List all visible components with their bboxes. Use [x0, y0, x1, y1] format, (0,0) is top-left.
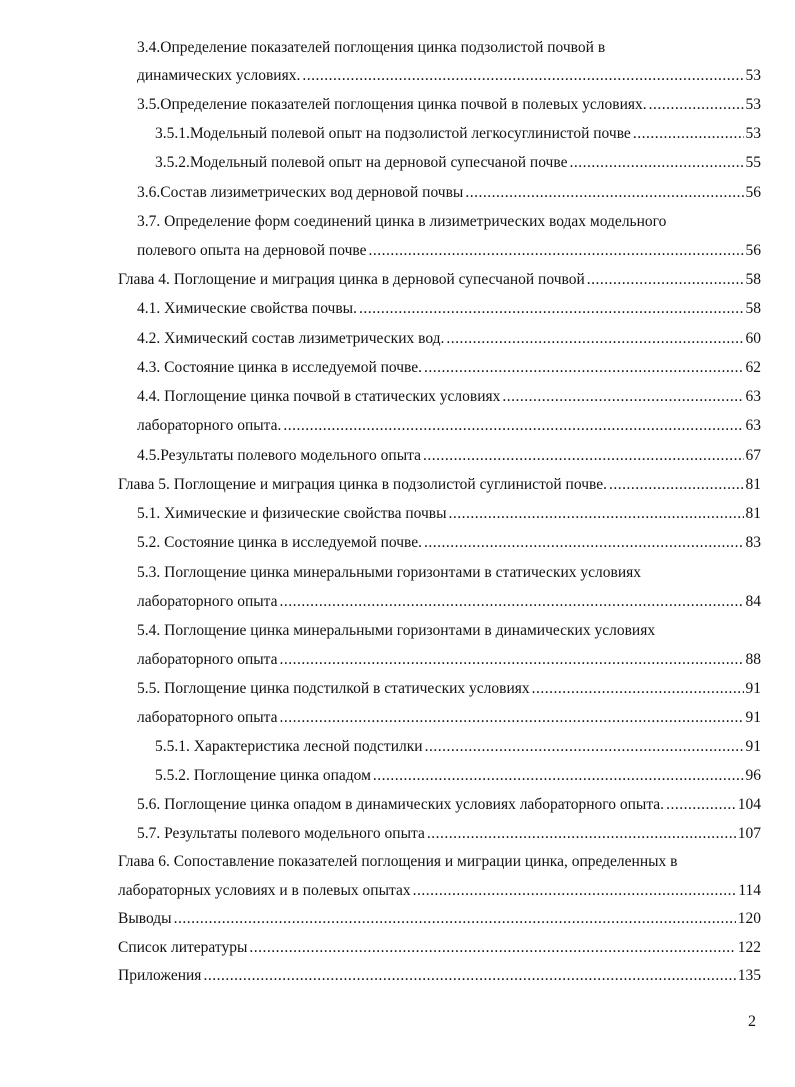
toc-label: 4.2. Химический состав лизиметрических вод. — [137, 330, 445, 347]
toc-line: 5.4. Поглощение цинка минеральными горизонтами в динамических условиях — [137, 622, 656, 639]
toc-entry — [137, 240, 761, 262]
dot-leader — [249, 937, 735, 959]
dot-leader — [280, 649, 744, 671]
toc-page: 122 — [737, 939, 761, 956]
toc-label: лабораторного опыта — [137, 709, 278, 726]
toc-page: 120 — [737, 910, 761, 927]
toc-line: Глава 6. Сопоставление показателей поглощения и миграции цинка, определенных в — [118, 853, 678, 870]
toc-page: 88 — [745, 651, 761, 668]
toc-entry — [137, 94, 761, 116]
toc-label: динамических условиях. — [137, 67, 301, 84]
toc-page: 84 — [745, 593, 761, 610]
dot-leader — [368, 240, 743, 262]
toc-page: 81 — [745, 476, 761, 493]
toc-page: 81 — [745, 505, 761, 522]
toc-label: 5.5. Поглощение цинка подстилкой в статических условиях — [137, 680, 530, 697]
toc-entry — [137, 678, 761, 700]
dot-leader — [502, 386, 743, 408]
toc-entry — [137, 823, 761, 845]
dot-leader — [280, 591, 744, 613]
toc-page: 91 — [745, 680, 761, 697]
dot-leader — [424, 357, 743, 379]
toc-label: Выводы — [118, 910, 172, 927]
toc-label: лабораторных условиях и в полевых опытах — [118, 882, 411, 899]
dot-leader — [569, 152, 743, 174]
toc-label: 5.5.1. Характеристика лесной подстилки — [155, 738, 423, 755]
dot-leader — [666, 794, 736, 816]
toc-label: полевого опыта на дерновой почве — [137, 242, 367, 259]
dot-leader — [302, 65, 743, 87]
dot-leader — [532, 678, 744, 700]
toc-page: 56 — [745, 242, 761, 259]
toc-label: Глава 5. Поглощение и миграция цинка в подзолистой суглинистой почве. — [118, 476, 607, 493]
toc-entry — [118, 269, 761, 291]
dot-leader — [283, 415, 743, 437]
toc-entry — [137, 328, 761, 350]
toc-label: 3.5.1.Модельный полевой опыт на подзолистой легкосуглинистой почве — [155, 125, 631, 142]
dot-leader — [465, 182, 743, 204]
toc-page: 96 — [745, 767, 761, 784]
dot-leader — [633, 123, 744, 145]
toc-entry — [137, 445, 761, 467]
dot-leader — [424, 532, 743, 554]
toc-page: 104 — [737, 796, 761, 813]
dot-leader — [649, 94, 744, 116]
toc-label: 3.5.Определение показателей поглощения цинка почвой в полевых условиях. — [137, 96, 647, 113]
toc-entry — [137, 794, 761, 816]
toc-entry — [118, 937, 761, 959]
toc-label: лабораторного опыта — [137, 593, 278, 610]
page-number: 2 — [748, 1013, 756, 1030]
dot-leader — [413, 880, 737, 902]
toc-entry — [155, 123, 761, 145]
dot-leader — [359, 298, 744, 320]
dot-leader — [446, 328, 743, 350]
toc-page: 60 — [745, 330, 761, 347]
toc-label: Список литературы — [118, 939, 248, 956]
toc-entry — [155, 765, 761, 787]
toc-label: 5.7. Результаты полевого модельного опыта — [137, 825, 425, 842]
toc-page: 58 — [745, 271, 761, 288]
dot-leader — [174, 908, 736, 930]
toc-page: 55 — [745, 154, 761, 171]
dot-leader — [609, 474, 744, 496]
toc-page: 83 — [745, 534, 761, 551]
toc-page: 91 — [745, 738, 761, 755]
dot-leader — [373, 765, 744, 787]
toc-line: 5.3. Поглощение цинка минеральными горизонтами в статических условиях — [137, 564, 641, 581]
toc-entry — [118, 965, 761, 987]
toc-label: 5.6. Поглощение цинка опадом в динамических условиях лабораторного опыта. — [137, 796, 665, 813]
toc-entry — [137, 707, 761, 729]
toc-line: 3.7. Определение форм соединений цинка в лизиметрических водах модельного — [137, 213, 667, 230]
toc-label: 4.3. Состояние цинка в исследуемой почве. — [137, 359, 423, 376]
toc-entry — [137, 649, 761, 671]
toc-entry — [137, 415, 761, 437]
toc-entry — [137, 182, 761, 204]
toc-label: 5.5.2. Поглощение цинка опадом — [155, 767, 371, 784]
toc-entry — [137, 591, 761, 613]
toc-entry — [155, 152, 761, 174]
toc-page: 67 — [745, 447, 761, 464]
toc-page: 91 — [745, 709, 761, 726]
toc-label: 4.4. Поглощение цинка почвой в статических условиях — [137, 388, 501, 405]
toc-label: 3.6.Состав лизиметрических вод дерновой почвы — [137, 184, 464, 201]
toc-page: 135 — [737, 967, 761, 984]
toc-entry — [137, 386, 761, 408]
toc-entry — [137, 503, 761, 525]
toc-page: 56 — [745, 184, 761, 201]
dot-leader — [427, 823, 736, 845]
toc-page: 63 — [745, 417, 761, 434]
toc-entry — [137, 65, 761, 87]
toc-label: 4.1. Химические свойства почвы. — [137, 300, 357, 317]
toc-page: 53 — [745, 96, 761, 113]
toc-page: 62 — [745, 359, 761, 376]
toc-label: лабораторного опыта — [137, 651, 278, 668]
toc-label: Приложения — [118, 967, 202, 984]
toc-label: 5.2. Состояние цинка в исследуемой почве. — [137, 534, 423, 551]
toc-entry — [137, 357, 761, 379]
dot-leader — [203, 965, 735, 987]
toc-label: 5.1. Химические и физические свойства почвы — [137, 505, 447, 522]
toc-label: лабораторного опыта. — [137, 417, 282, 434]
toc-entry — [155, 736, 761, 758]
toc-entry — [137, 532, 761, 554]
toc-label: 4.5.Результаты полевого модельного опыта — [137, 447, 421, 464]
dot-leader — [449, 503, 744, 525]
toc-page: 107 — [737, 825, 761, 842]
toc-label: Глава 4. Поглощение и миграция цинка в дерновой супесчаной почвой — [118, 271, 585, 288]
toc-entry — [118, 880, 761, 902]
toc-page: 53 — [745, 67, 761, 84]
dot-leader — [280, 707, 744, 729]
toc-entry — [118, 908, 761, 930]
toc-page: 53 — [745, 125, 761, 142]
toc-page: 114 — [738, 882, 761, 899]
toc-label: 3.5.2.Модельный полевой опыт на дерновой супесчаной почве — [155, 154, 568, 171]
toc-page: 63 — [745, 388, 761, 405]
dot-leader — [425, 736, 744, 758]
toc-page: 58 — [745, 300, 761, 317]
dot-leader — [587, 269, 744, 291]
toc-line: 3.4.Определение показателей поглощения цинка подзолистой почвой в — [137, 39, 606, 56]
toc-entry — [118, 474, 761, 496]
toc-entry — [137, 298, 761, 320]
dot-leader — [423, 445, 744, 467]
